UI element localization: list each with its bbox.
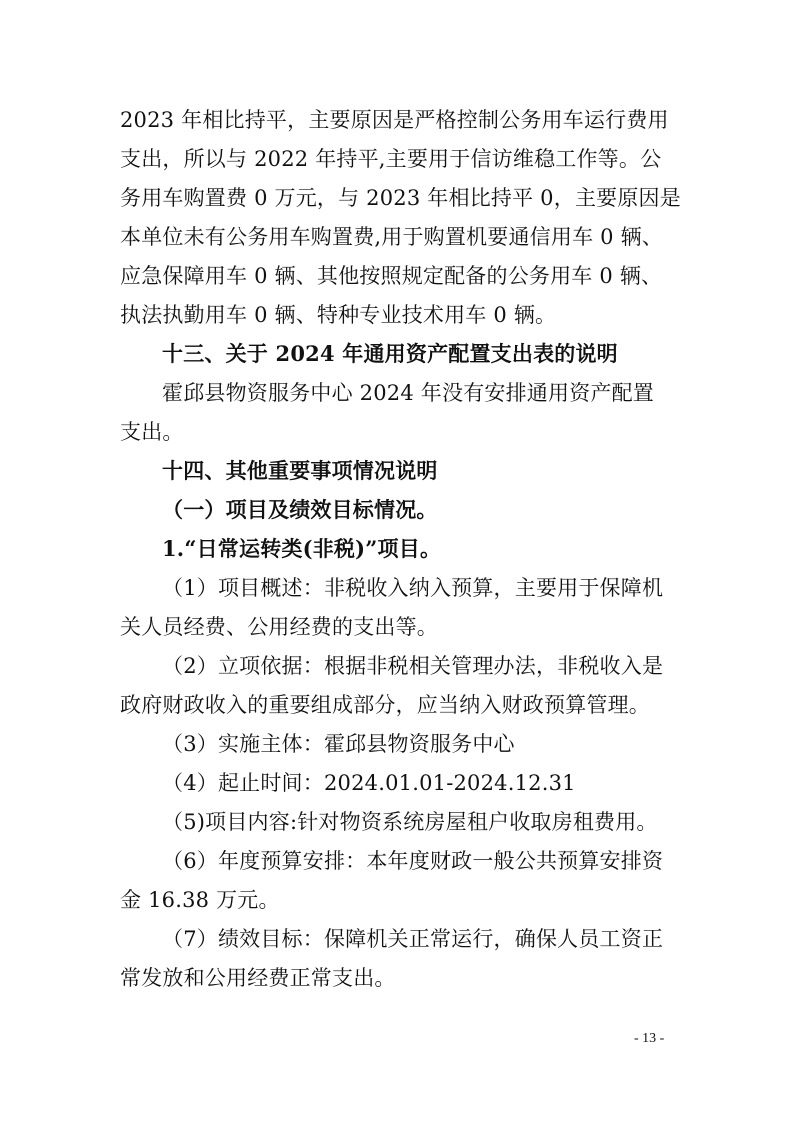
paragraph-line: 务用车购置费 0 万元，与 2023 年相比持平 0，主要原因是 xyxy=(120,186,681,210)
list-item: （3）实施主体：霍邱县物资服务中心 xyxy=(162,732,515,756)
list-item-line: 常发放和公用经费正常支出。 xyxy=(120,966,396,990)
project-heading: 1.“日常运转类(非税)”项目。 xyxy=(162,536,442,561)
list-item-line: （7）绩效目标：保障机关正常运行，确保人员工资正 xyxy=(162,927,664,951)
list-item-line: 金 16.38 万元。 xyxy=(120,888,280,912)
paragraph-line: 应急保障用车 0 辆、其他按照规定配备的公务用车 0 辆、 xyxy=(120,264,663,288)
paragraph-line: 霍邱县物资服务中心 2024 年没有安排通用资产配置 xyxy=(162,381,654,405)
paragraph-line: 2023 年相比持平，主要原因是严格控制公务用车运行费用 xyxy=(120,108,669,132)
list-item-line: （1）项目概述：非税收入纳入预算，主要用于保障机 xyxy=(162,576,664,600)
page-number: - 13 - xyxy=(634,1031,665,1046)
paragraph-line: 支出。 xyxy=(120,420,184,444)
list-item: （4）起止时间：2024.01.01-2024.12.31 xyxy=(162,771,576,795)
paragraph-line: 执法执勤用车 0 辆、特种专业技术用车 0 辆。 xyxy=(120,303,557,327)
subsection-heading: （一）项目及绩效目标情况。 xyxy=(162,497,438,522)
list-item-line: （2）立项依据：根据非税相关管理办法，非税收入是 xyxy=(162,654,664,678)
paragraph-line: 本单位未有公务用车购置费,用于购置机要通信用车 0 辆、 xyxy=(120,225,663,249)
section-heading-14: 十四、其他重要事项情况说明 xyxy=(162,458,438,483)
list-item: （5)项目内容:针对物资系统房屋租户收取房租费用。 xyxy=(162,810,658,834)
section-heading-13: 十三、关于 2024 年通用资产配置支出表的说明 xyxy=(162,341,618,366)
list-item-line: 关人员经费、公用经费的支出等。 xyxy=(120,615,438,639)
paragraph-line: 支出，所以与 2022 年持平,主要用于信访维稳工作等。公 xyxy=(120,147,662,171)
list-item-line: （6）年度预算安排：本年度财政一般公共预算安排资 xyxy=(162,849,664,873)
list-item-line: 政府财政收入的重要组成部分，应当纳入财政预算管理。 xyxy=(120,693,650,717)
